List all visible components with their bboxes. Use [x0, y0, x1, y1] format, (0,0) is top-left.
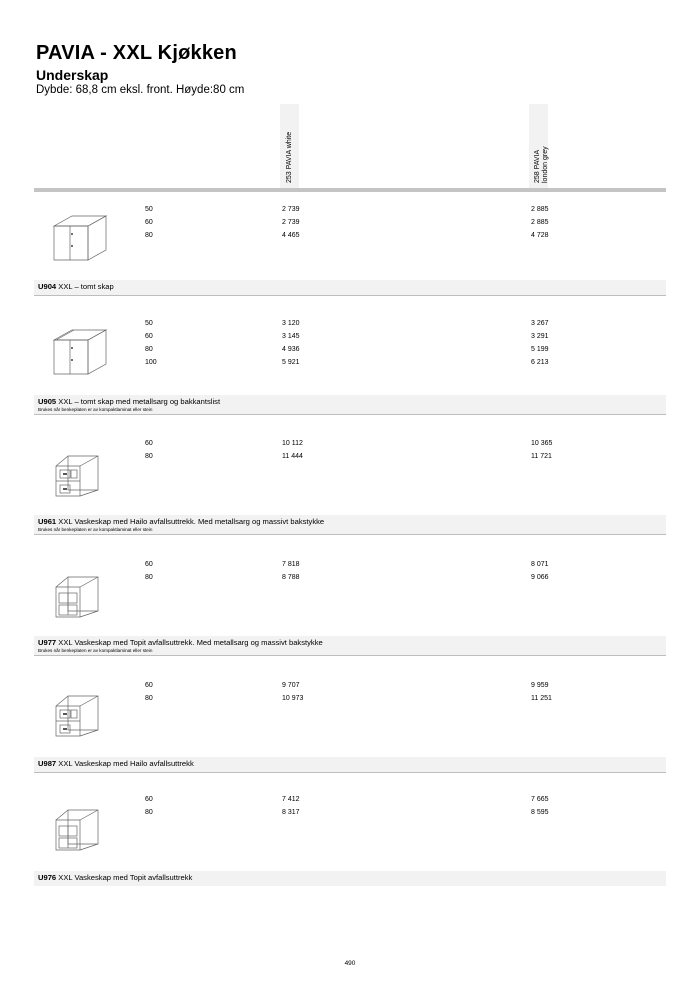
price-row — [0, 561, 700, 574]
product-note: Brukes når benkeplaten er av kompaktlaminat eller stein — [38, 648, 153, 653]
size-value: 80 — [145, 809, 153, 816]
price-white: 2 739 — [282, 206, 300, 213]
column-header-grey-line2: london grey — [542, 146, 549, 183]
size-value: 100 — [145, 359, 157, 366]
price-row — [0, 440, 700, 453]
price-row — [0, 809, 700, 822]
price-grey: 2 885 — [531, 219, 549, 226]
size-value: 50 — [145, 320, 153, 327]
header-divider — [34, 188, 666, 192]
price-row — [0, 359, 700, 372]
price-grey: 11 721 — [531, 453, 552, 460]
size-value: 50 — [145, 206, 153, 213]
product-name: XXL – tomt skap med metallsarg og bakkantslist — [56, 397, 221, 406]
price-white: 2 739 — [282, 219, 300, 226]
price-white: 7 818 — [282, 561, 300, 568]
product-name: XXL Vaskeskap med Topit avfallsuttrekk — [56, 873, 193, 882]
size-value: 80 — [145, 695, 153, 702]
size-value: 60 — [145, 440, 153, 447]
size-value: 60 — [145, 561, 153, 568]
product-code: U961 — [38, 517, 57, 526]
section-divider — [34, 772, 666, 773]
price-white: 5 921 — [282, 359, 300, 366]
price-row — [0, 320, 700, 333]
price-grey: 6 213 — [531, 359, 549, 366]
product-code: U977 — [38, 638, 57, 647]
size-value: 80 — [145, 453, 153, 460]
product-code: U987 — [38, 759, 57, 768]
page-number: 490 — [344, 960, 356, 967]
price-row — [0, 574, 700, 587]
price-grey: 10 365 — [531, 440, 553, 447]
column-header-white: 253 PAVIA white — [286, 131, 293, 183]
size-value: 60 — [145, 682, 153, 689]
price-row — [0, 232, 700, 245]
size-value: 60 — [145, 333, 153, 340]
price-grey: 2 885 — [531, 206, 549, 213]
price-grey: 3 291 — [531, 333, 549, 340]
product-label — [34, 395, 666, 414]
price-grey: 8 071 — [531, 561, 549, 568]
product-code: U976 — [38, 873, 57, 882]
price-grey: 4 728 — [531, 232, 549, 239]
price-white: 3 145 — [282, 333, 300, 340]
section-divider — [34, 534, 666, 535]
price-grey: 9 959 — [531, 682, 549, 689]
price-white: 8 317 — [282, 809, 300, 816]
size-value: 80 — [145, 232, 153, 239]
price-grey: 11 251 — [531, 695, 552, 702]
product-code: U905 — [38, 397, 57, 406]
size-value: 80 — [145, 346, 153, 353]
price-row — [0, 796, 700, 809]
size-value: 60 — [145, 796, 153, 803]
price-white: 8 788 — [282, 574, 300, 581]
product-name: XXL Vaskeskap med Hailo avfallsuttrekk. Med metallsarg og massivt bakstykke — [56, 517, 325, 526]
price-grey: 9 066 — [531, 574, 549, 581]
price-white: 10 973 — [282, 695, 304, 702]
size-value: 60 — [145, 219, 153, 226]
product-name: XXL – tomt skap — [56, 282, 114, 291]
price-grey: 8 595 — [531, 809, 549, 816]
price-white: 9 707 — [282, 682, 300, 689]
price-row — [0, 453, 700, 466]
price-row — [0, 206, 700, 219]
price-row — [0, 333, 700, 346]
product-label — [34, 636, 666, 655]
section-subtitle: Underskap — [36, 67, 109, 83]
price-white: 11 444 — [282, 453, 303, 460]
product-label — [34, 515, 666, 534]
price-grey: 3 267 — [531, 320, 549, 327]
product-code: U904 — [38, 282, 57, 291]
price-white: 10 112 — [282, 440, 303, 447]
product-name: XXL Vaskeskap med Hailo avfallsuttrekk — [56, 759, 194, 768]
price-row — [0, 695, 700, 708]
section-divider — [34, 414, 666, 415]
price-white: 4 465 — [282, 232, 300, 239]
price-grey: 7 665 — [531, 796, 549, 803]
price-white: 4 936 — [282, 346, 300, 353]
product-note: Brukes når benkeplaten er av kompaktlaminat eller stein — [38, 407, 153, 412]
price-row — [0, 682, 700, 695]
section-divider — [34, 295, 666, 296]
product-label — [34, 757, 666, 772]
column-header-grey-line1: 258 PAVIA — [534, 149, 541, 183]
price-grey: 5 199 — [531, 346, 549, 353]
product-note: Brukes når benkeplaten er av kompaktlaminat eller stein — [38, 527, 153, 532]
dimensions-text: Dybde: 68,8 cm eksl. front. Høyde:80 cm — [36, 84, 245, 96]
price-row — [0, 346, 700, 359]
size-value: 80 — [145, 574, 153, 581]
price-white: 7 412 — [282, 796, 300, 803]
product-name: XXL Vaskeskap med Topit avfallsuttrekk. Med metallsarg og massivt bakstykke — [56, 638, 323, 647]
page-title: PAVIA - XXL Kjøkken — [36, 42, 237, 64]
product-label — [34, 280, 666, 295]
price-row — [0, 219, 700, 232]
product-label — [34, 871, 666, 886]
price-white: 3 120 — [282, 320, 300, 327]
section-divider — [34, 655, 666, 656]
